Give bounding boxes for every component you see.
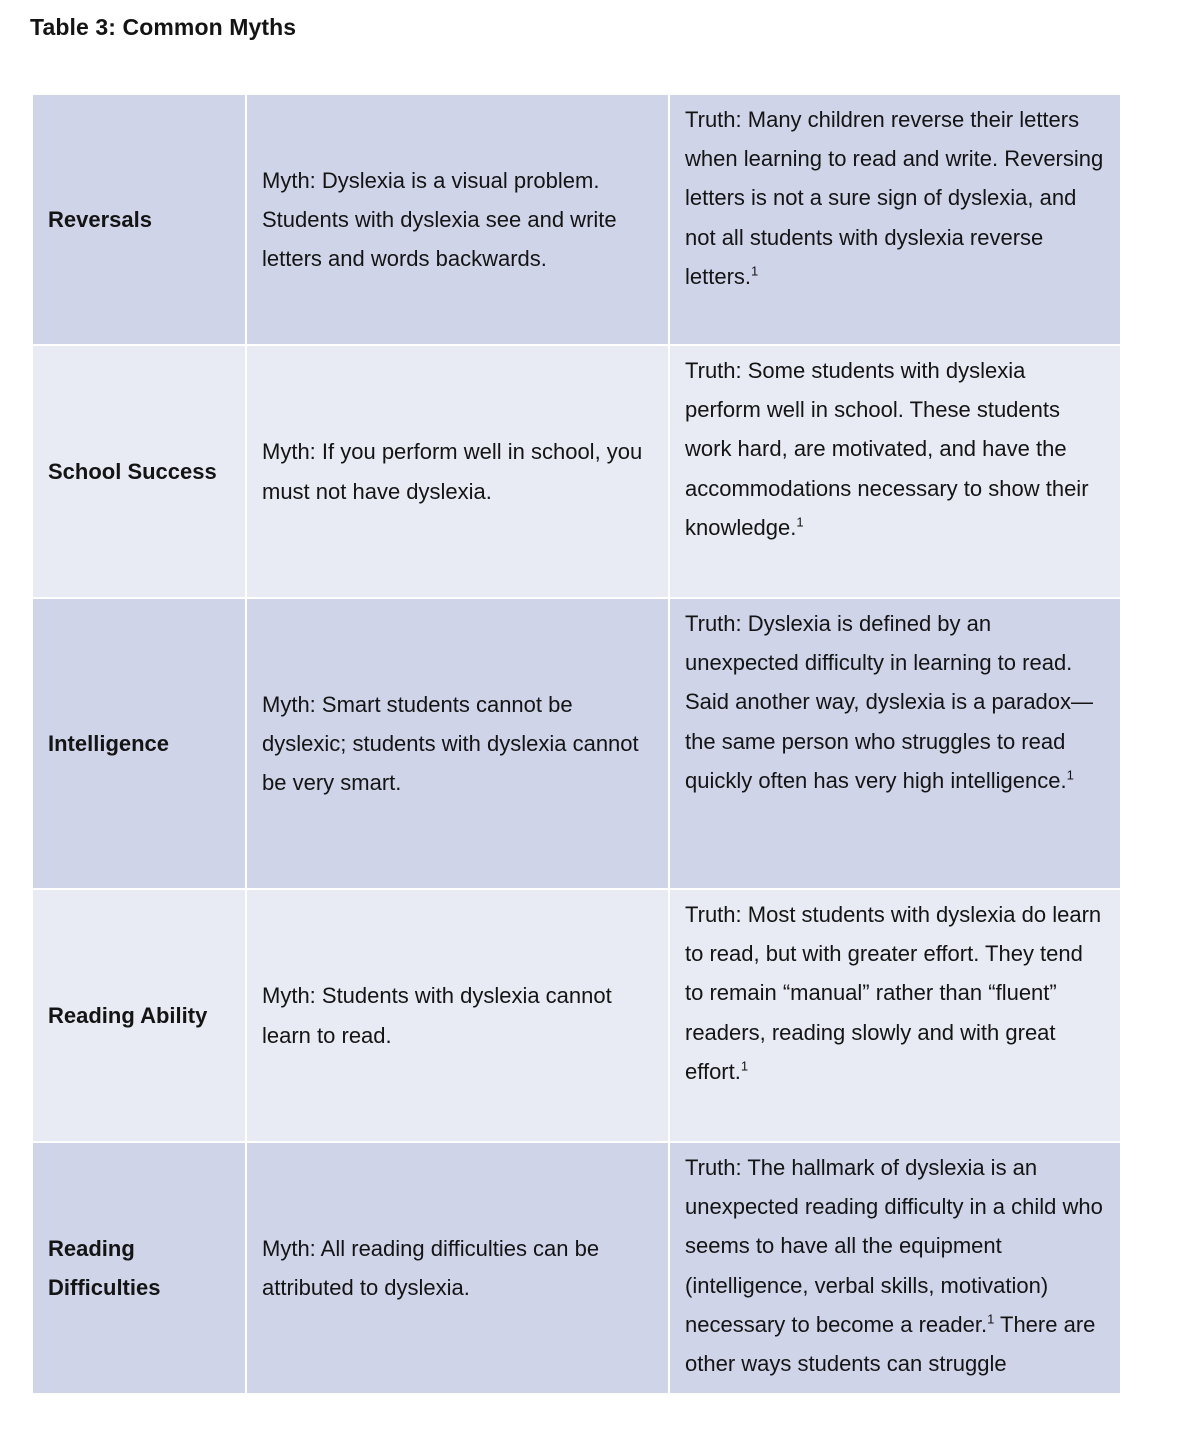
truth-text: Truth: Dyslexia is defined by an unexpected difficulty in learning to read. Said another way, dyslexia is a paradox—the same person who struggles to read quickly often has very high intelligence. [685, 611, 1094, 793]
truth-cell [669, 889, 1121, 1142]
topic-cell: Reading Ability [32, 889, 246, 1142]
myth-cell: Myth: Students with dyslexia cannot learn to read. [246, 889, 669, 1142]
truth-text: Truth: Most students with dyslexia do learn to read, but with greater effort. They tend to remain “manual” rather than “fluent” readers, reading slowly and with great effort. [685, 902, 1102, 1084]
footnote-ref: 1 [751, 263, 759, 279]
truth-text: Truth: The hallmark of dyslexia is an unexpected reading difficulty in a child who seems to have all the equipment (intelligence, verbal skills, motivation) necessary to become a reader. [685, 1155, 1103, 1337]
footnote-ref: 1 [796, 514, 804, 530]
truth-text-continued: There are other ways students can struggle [685, 1311, 1096, 1377]
truth-text: Truth: Some students with dyslexia perform well in school. These students work hard, are motivated, and have the accommodations necessary to show their knowledge. [685, 358, 1089, 540]
truth-cell [669, 94, 1121, 345]
truth-cell [669, 598, 1121, 889]
truth-cell [669, 1142, 1121, 1394]
footnote-ref: 1 [740, 1058, 749, 1074]
myth-cell: Myth: If you perform well in school, you must not have dyslexia. [246, 345, 669, 598]
footnote-ref: 1 [987, 1311, 995, 1327]
myth-cell: Myth: Smart students cannot be dyslexic; students with dyslexia cannot be very smart. [246, 598, 669, 889]
table-row [32, 94, 1121, 345]
table-row [32, 345, 1121, 598]
table-row [32, 889, 1121, 1142]
topic-cell: School Success [32, 345, 246, 598]
myth-cell: Myth: All reading difficulties can be attributed to dyslexia. [246, 1142, 669, 1394]
table-title: Table 3: Common Myths [30, 14, 297, 40]
table-row [32, 598, 1121, 889]
table-row [32, 1142, 1121, 1394]
footnote-ref: 1 [1066, 767, 1074, 783]
topic-cell: Intelligence [32, 598, 246, 889]
truth-text: Truth: Many children reverse their letters when learning to read and write. Reversing letters is not a sure sign of dyslexia, and not all students with dyslexia reverse letters. [685, 107, 1104, 289]
myth-cell: Myth: Dyslexia is a visual problem. Students with dyslexia see and write letters and words backwards. [246, 94, 669, 345]
topic-cell: Reversals [32, 94, 246, 345]
truth-cell [669, 345, 1121, 598]
myths-table [31, 93, 1122, 1395]
topic-cell: Reading Difficulties [32, 1142, 246, 1394]
